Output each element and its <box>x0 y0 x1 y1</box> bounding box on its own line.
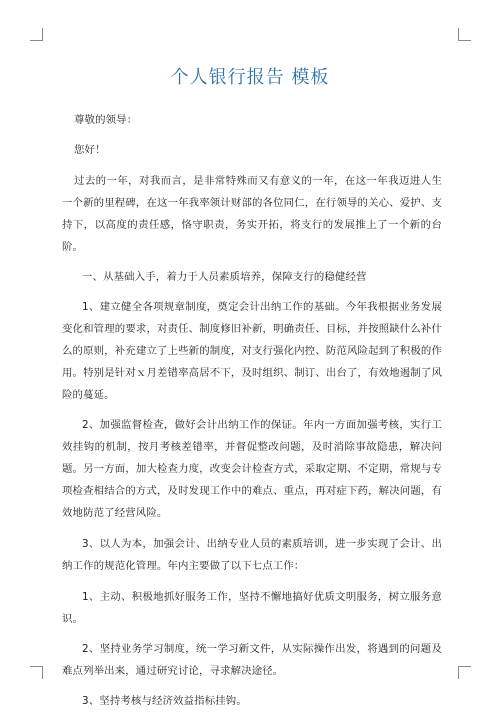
salutation: 尊敬的领导： <box>74 114 138 126</box>
crop-mark-top-left <box>30 28 43 41</box>
sub-item-2: 2、坚持业务学习制度，统一学习新文件，从实际操作出发，将遇到的问题及难点列举出来，通过研究讨论，寻求解决途径。 <box>62 643 442 677</box>
sub-item-3: 3、坚持考核与经济效益指标挂钩。 <box>82 695 247 708</box>
sub-item-1: 1、主动、积极地抓好服务工作，坚持不懈地搞好优质文明服务，树立服务意识。 <box>62 590 442 625</box>
paragraph-item-1: 1、建立健全各项规章制度，奠定会计出纳工作的基础。今年我根据业务发展变化和管理的要求，对责任、制度修旧补新，明确责任、目标，并按照缺什么补什么的原则，补充建立了上些新的制度，对支行强化内控、防范风险起到了积极的作用。特别是针对ｘ月差错率高居不下，及时组织、制订、出台了，有效地遏制了风险的蔓延。 <box>62 301 442 401</box>
section-heading-1: 一、从基础入手，着力于人员素质培养，保障支行的稳健经营 <box>82 270 367 283</box>
crop-mark-bottom-right <box>458 666 471 679</box>
crop-mark-bottom-left <box>30 666 43 679</box>
paragraph-intro: 过去的一年，对我而言，是非常特殊而又有意义的一年，在这一年我迈进人生一个新的里程碑，在这一年我率领计财部的各位同仁，在行领导的关心、爱护、支持下，以高度的责任感，恪守职责，务实开拓，将支行的发展推上了一个新的台阶。 <box>62 174 442 253</box>
document-title: 个人银行报告 模板 <box>170 67 330 88</box>
document-body <box>62 110 442 713</box>
paragraph-item-3: 3、以人为本，加强会计、出纳专业人员的素质培训，进一步实现了会计、出纳工作的规范化管理。年内主要做了以下七点工作： <box>62 538 442 573</box>
greeting: 您好！ <box>74 144 106 157</box>
paragraph-item-2: 2、加强监督检查，做好会计出纳工作的保证。年内一方面加强考核，实行工效挂钩的机制，按月考核差错率，并督促整改问题，及时消除事故隐患，解决问题。另一方面，加大检查力度，改变会计检查方式，采取定期、不定期，常规与专项检查相结合的方式，及时发现工作中的难点、重点，再对症下药，解决问题，有效地防范了经营风险。 <box>62 419 442 519</box>
crop-mark-top-right <box>458 28 471 41</box>
